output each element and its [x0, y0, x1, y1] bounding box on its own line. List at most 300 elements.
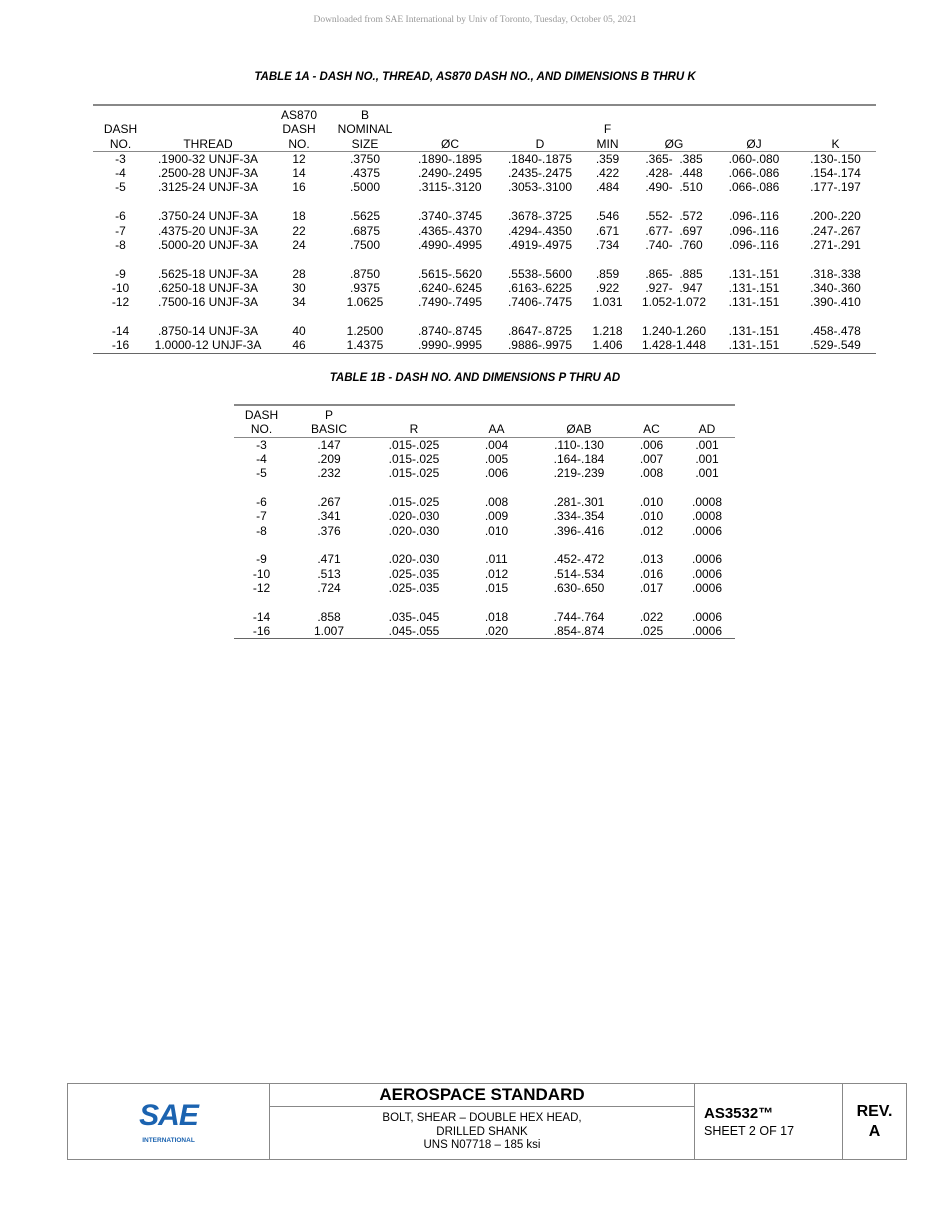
table-row: [93, 166, 876, 180]
header-row: [234, 422, 735, 437]
table-cell: 1.0000-12 UNJF-3A: [148, 338, 268, 353]
spacer-cell: [234, 595, 289, 610]
column-header: ØG: [635, 137, 713, 152]
table-cell: 28: [292, 266, 306, 281]
group-spacer: [93, 310, 876, 325]
table-cell: .020-.030: [388, 523, 440, 538]
spacer-cell: [679, 480, 735, 495]
column-header: [679, 405, 735, 422]
spacer-cell: [268, 195, 330, 210]
column-header: ØC: [400, 137, 500, 152]
table-cell: .096-.116: [729, 209, 779, 224]
table-cell: .010: [639, 494, 664, 509]
table-cell: .390-.410: [810, 295, 861, 310]
table-cell: .3678-.3725: [507, 209, 573, 224]
table-cell: .376: [317, 523, 341, 538]
group-spacer: [234, 595, 735, 610]
table-cell: -4: [256, 451, 267, 466]
table-cell: .5000: [349, 180, 381, 195]
table-cell: .015-.025: [388, 451, 440, 466]
spacer-cell: [679, 538, 735, 553]
table-cell: -7: [256, 509, 267, 524]
spacer-cell: [624, 595, 679, 610]
table-cell: -9: [256, 552, 267, 567]
table-cell: 18: [292, 209, 306, 224]
table-cell: .734: [595, 237, 620, 252]
table-cell: .3115-.3120: [418, 180, 482, 195]
group-spacer: [93, 252, 876, 267]
table-cell: 40: [292, 324, 306, 339]
spacer-cell: [330, 310, 400, 325]
table-cell: .0006: [691, 580, 723, 595]
column-header: [713, 122, 795, 136]
column-header: NOMINAL: [337, 122, 393, 137]
table-row: [93, 281, 876, 295]
table-cell: .013: [639, 552, 664, 567]
table-cell: .5538-.5600: [507, 266, 573, 281]
table-cell: .4375-20 UNJF-3A: [157, 223, 259, 238]
table-cell: .015-.025: [388, 437, 440, 452]
spacer-cell: [500, 195, 580, 210]
title-block: [67, 1083, 907, 1160]
table-cell: .0006: [691, 566, 723, 581]
table-cell: .0008: [691, 509, 723, 524]
table-row: [93, 267, 876, 281]
column-header: [534, 405, 624, 422]
column-header: NO.: [93, 137, 148, 152]
table-cell: .552- .572: [645, 209, 703, 224]
table-row: [234, 495, 735, 509]
spacer-cell: [289, 595, 369, 610]
table-cell: .012: [484, 566, 509, 581]
table-cell: .4294-.4350: [507, 223, 573, 238]
standard-heading: AEROSPACE STANDARD: [270, 1084, 694, 1107]
spacer-cell: [635, 252, 713, 267]
table-cell: .131-.151: [713, 338, 795, 353]
table-cell: -14: [111, 324, 130, 339]
table-cell: .001: [695, 451, 719, 466]
table-cell: .020-.030: [388, 552, 440, 567]
table-row: [93, 224, 876, 238]
table-cell: .007: [639, 451, 664, 466]
column-header: [635, 105, 713, 122]
sae-logo-mark: SAE: [139, 1099, 198, 1132]
column-header: AA: [459, 422, 534, 437]
spacer-cell: [500, 252, 580, 267]
table-cell: .428- .448: [645, 166, 703, 181]
table-cell: .011: [485, 552, 508, 567]
table-cell: .0006: [691, 609, 723, 624]
table-row: [93, 295, 876, 309]
table-cell: 34: [292, 295, 306, 310]
table-row: [93, 209, 876, 223]
header-row: [93, 137, 876, 152]
table-cell: .7490-.7495: [417, 295, 483, 310]
spacer-cell: [93, 195, 148, 210]
spacer-cell: [534, 538, 624, 553]
table-cell: .422: [595, 166, 620, 181]
column-header: [635, 122, 713, 136]
table-cell: .267: [317, 494, 341, 509]
table-cell: .2490-.2495: [417, 166, 483, 181]
table-cell: .8740-.8745: [417, 324, 483, 339]
table-cell: .066-.086: [728, 166, 780, 181]
spacer-cell: [534, 480, 624, 495]
table-cell: .025-.035: [388, 566, 440, 581]
group-spacer: [93, 195, 876, 210]
table-cell: .096-.116: [729, 237, 779, 252]
document-number: AS3532™: [704, 1104, 774, 1122]
table-cell: 22: [292, 223, 306, 238]
table-1a: [93, 104, 876, 354]
table-cell: .006: [639, 437, 664, 452]
column-header: BASIC: [289, 422, 369, 437]
column-header: DASH: [234, 405, 289, 422]
table-cell: .1900-32 UNJF-3A: [157, 151, 259, 166]
table-cell: .009: [484, 509, 509, 524]
group-spacer: [234, 538, 735, 553]
table-cell: .671: [595, 223, 620, 238]
table-cell: .340-.360: [810, 280, 861, 295]
table-cell: .529-.549: [795, 338, 876, 353]
table-cell: .396-.416: [553, 523, 605, 538]
column-header: D: [500, 137, 580, 152]
column-header: [795, 122, 876, 136]
table-cell: .096-.116: [729, 223, 779, 238]
table-row: [93, 180, 876, 194]
spacer-cell: [459, 538, 534, 553]
column-header: [369, 405, 459, 422]
group-spacer: [234, 480, 735, 495]
column-header: K: [795, 137, 876, 152]
table-cell: -12: [252, 580, 271, 595]
table-cell: .177-.197: [810, 180, 861, 195]
column-header: SIZE: [330, 137, 400, 152]
table-cell: .4919-.4975: [507, 237, 573, 252]
column-header: [400, 122, 500, 136]
spacer-cell: [369, 538, 459, 553]
table-cell: -12: [111, 295, 130, 310]
table-cell: .3053-.3100: [507, 180, 573, 195]
table-cell: .6250-18 UNJF-3A: [157, 280, 259, 295]
table-row: [93, 338, 876, 353]
spacer-cell: [459, 595, 534, 610]
table-cell: .1840-.1875: [507, 151, 573, 166]
spacer-cell: [148, 195, 268, 210]
table-cell: 30: [292, 280, 306, 295]
column-header: [500, 122, 580, 136]
table-cell: .744-.764: [553, 609, 605, 624]
table-cell: -16: [93, 338, 148, 353]
table-cell: .131-.151: [728, 266, 780, 281]
table-cell: .724: [317, 580, 341, 595]
table-cell: .740- .760: [645, 237, 703, 252]
spacer-cell: [624, 480, 679, 495]
table-cell: .005: [484, 451, 509, 466]
table-cell: .035-.045: [388, 609, 440, 624]
table-cell: .546: [595, 209, 620, 224]
table-cell: .0006: [679, 624, 735, 639]
header-row: [93, 122, 876, 136]
table-cell: 1.406: [580, 338, 635, 353]
table-cell: .341: [317, 509, 341, 524]
sae-logo-subtitle: INTERNATIONAL: [142, 1137, 195, 1144]
spacer-cell: [500, 310, 580, 325]
table-cell: .154-.174: [810, 166, 861, 181]
sheet-number: SHEET 2 OF 17: [704, 1123, 795, 1138]
spacer-cell: [289, 480, 369, 495]
table-cell: .5615-.5620: [417, 266, 483, 281]
table-cell: -14: [252, 609, 271, 624]
table-cell: 1.031: [592, 295, 623, 310]
table-row: [234, 452, 735, 466]
table-cell: .865- .885: [645, 266, 703, 281]
column-header: MIN: [580, 137, 635, 152]
table-cell: .8750-14 UNJF-3A: [157, 324, 259, 339]
column-header: AD: [679, 422, 735, 437]
table-cell: -16: [234, 624, 289, 639]
spacer-cell: [635, 310, 713, 325]
table-cell: .3125-24 UNJF-3A: [157, 180, 259, 195]
table-cell: .3750: [349, 151, 381, 166]
table-cell: .015: [484, 580, 509, 595]
spacer-cell: [289, 538, 369, 553]
table-cell: .281-.301: [553, 494, 605, 509]
table-cell: .008: [639, 466, 664, 481]
table-cell: .4365-.4370: [417, 223, 483, 238]
spacer-cell: [713, 310, 795, 325]
table-cell: .200-.220: [810, 209, 861, 224]
table-cell: .008: [484, 494, 509, 509]
table-cell: -6: [115, 209, 126, 224]
table-cell: .490- .510: [645, 180, 703, 195]
table-cell: 16: [292, 180, 306, 195]
table-cell: -5: [256, 466, 267, 481]
table-cell: .858: [317, 609, 341, 624]
table-cell: .025: [624, 624, 679, 639]
table-cell: .6875: [349, 223, 381, 238]
header-row: [234, 405, 735, 422]
table-cell: .630-.650: [553, 580, 605, 595]
column-header: [713, 105, 795, 122]
description-line: DRILLED SHANK: [436, 1125, 528, 1138]
table-cell: .859: [595, 266, 620, 281]
revision-value: A: [868, 1122, 881, 1140]
column-header: NO.: [268, 137, 330, 152]
column-header: [459, 405, 534, 422]
table-1b: [234, 404, 735, 639]
spacer-cell: [679, 595, 735, 610]
table-cell: .514-.534: [553, 566, 605, 581]
table-cell: .060-.080: [728, 151, 780, 166]
table-row: [234, 581, 735, 595]
table-cell: .0006: [691, 552, 723, 567]
column-header: DASH: [103, 122, 138, 137]
table-cell: 46: [268, 338, 330, 353]
spacer-cell: [713, 252, 795, 267]
table-cell: 1.4375: [330, 338, 400, 353]
table-cell: .334-.354: [553, 509, 605, 524]
table-cell: .209: [317, 451, 341, 466]
spacer-cell: [580, 310, 635, 325]
description-line: UNS N07718 – 185 ksi: [423, 1139, 541, 1151]
spacer-cell: [93, 310, 148, 325]
spacer-cell: [369, 595, 459, 610]
spacer-cell: [400, 252, 500, 267]
table-row: [234, 524, 735, 538]
table-cell: .7500: [349, 237, 381, 252]
column-header: [500, 105, 580, 122]
table-cell: .922: [595, 280, 620, 295]
spacer-cell: [369, 480, 459, 495]
table-row: [234, 552, 735, 566]
column-header: F: [603, 122, 612, 137]
table-cell: .359: [595, 151, 620, 166]
table-cell: .318-.338: [810, 266, 861, 281]
table-cell: -7: [115, 223, 126, 238]
column-header: [580, 105, 635, 122]
table-cell: .365- .385: [645, 151, 703, 166]
table-row: [234, 567, 735, 581]
spacer-cell: [795, 252, 876, 267]
table-1a-title: TABLE 1A - DASH NO., THREAD, AS870 DASH NO., AND DIMENSIONS B THRU K: [254, 71, 696, 83]
table-cell: .7406-.7475: [507, 295, 573, 310]
table-cell: .015-.025: [388, 494, 440, 509]
table-cell: .927- .947: [645, 280, 703, 295]
table-cell: -3: [115, 151, 126, 166]
column-header: [400, 105, 500, 122]
table-row: [93, 151, 876, 166]
spacer-cell: [268, 252, 330, 267]
column-header: P: [289, 405, 369, 422]
table-cell: .0006: [691, 523, 723, 538]
table-cell: .020: [459, 624, 534, 639]
table-cell: .219-.239: [553, 466, 605, 481]
column-header: NO.: [234, 422, 289, 437]
table-cell: .8647-.8725: [507, 324, 573, 339]
header-row: [93, 105, 876, 122]
table-cell: .045-.055: [369, 624, 459, 639]
table-cell: 1.0625: [346, 295, 384, 310]
column-header: [148, 105, 268, 122]
table-cell: .131-.151: [728, 295, 780, 310]
table-cell: .2435-.2475: [507, 166, 573, 181]
table-cell: .6240-.6245: [417, 280, 483, 295]
spacer-cell: [534, 595, 624, 610]
table-cell: -5: [115, 180, 126, 195]
revision-label: REV.: [856, 1102, 893, 1120]
column-header: [624, 405, 679, 422]
spacer-cell: [795, 310, 876, 325]
table-cell: .677- .697: [645, 223, 703, 238]
table-row: [234, 437, 735, 452]
column-header: DASH: [282, 122, 316, 137]
column-header: [93, 105, 148, 122]
spacer-cell: [148, 252, 268, 267]
table-cell: .5625-18 UNJF-3A: [157, 266, 259, 281]
table-cell: .001: [695, 437, 719, 452]
table-cell: .130-.150: [810, 151, 861, 166]
spacer-cell: [624, 538, 679, 553]
table-cell: .066-.086: [728, 180, 780, 195]
table-row: [234, 466, 735, 480]
table-cell: 1.240-1.260: [641, 324, 707, 339]
table-cell: .110-.130: [554, 437, 604, 452]
table-cell: -4: [115, 166, 126, 181]
table-cell: .015-.025: [388, 466, 440, 481]
table-cell: .232: [317, 466, 341, 481]
column-header: THREAD: [148, 137, 268, 152]
column-header: AC: [624, 422, 679, 437]
table-cell: .513: [317, 566, 341, 581]
table-row: [93, 238, 876, 252]
column-header: R: [369, 422, 459, 437]
table-cell: -3: [256, 437, 267, 452]
table-cell: .131-.151: [728, 280, 780, 295]
table-cell: 1.052-1.072: [641, 295, 707, 310]
table-cell: .5625: [349, 209, 381, 224]
table-cell: .4990-.4995: [417, 237, 483, 252]
table-cell: .006: [484, 466, 509, 481]
table-cell: .6163-.6225: [507, 280, 573, 295]
download-notice: Downloaded from SAE International by Univ of Toronto, Tuesday, October 05, 2021: [313, 15, 637, 25]
table-cell: .020-.030: [388, 509, 440, 524]
table-cell: 1.007: [289, 624, 369, 639]
table-cell: .4375: [349, 166, 381, 181]
table-cell: 12: [292, 151, 306, 166]
table-cell: .022: [639, 609, 664, 624]
table-cell: 1.2500: [346, 324, 384, 339]
table-cell: -6: [256, 494, 267, 509]
table-cell: -10: [252, 566, 271, 581]
spacer-cell: [234, 480, 289, 495]
table-cell: -10: [111, 280, 130, 295]
table-cell: .458-.478: [810, 324, 861, 339]
spacer-cell: [148, 310, 268, 325]
spacer-cell: [400, 310, 500, 325]
table-cell: .004: [484, 437, 509, 452]
table-cell: .8750: [349, 266, 381, 281]
table-cell: 14: [292, 166, 306, 181]
table-cell: .025-.035: [388, 580, 440, 595]
spacer-cell: [580, 252, 635, 267]
sae-logo: [68, 1084, 270, 1159]
spacer-cell: [713, 195, 795, 210]
spacer-cell: [400, 195, 500, 210]
table-cell: -8: [256, 523, 267, 538]
table-cell: -8: [115, 237, 126, 252]
table-cell: .012: [639, 523, 664, 538]
table-cell: .471: [317, 552, 341, 567]
table-cell: .452-.472: [553, 552, 605, 567]
table-cell: .484: [595, 180, 620, 195]
table-cell: .854-.874: [534, 624, 624, 639]
table-cell: 24: [292, 237, 306, 252]
table-cell: .3740-.3745: [417, 209, 483, 224]
table-cell: .9886-.9975: [500, 338, 580, 353]
table-cell: .147: [317, 437, 341, 452]
table-cell: .001: [695, 466, 719, 481]
table-cell: .010: [484, 523, 509, 538]
table-cell: .017: [639, 580, 664, 595]
spacer-cell: [234, 538, 289, 553]
table-row: [93, 324, 876, 338]
table-cell: .9375: [349, 280, 381, 295]
spacer-cell: [580, 195, 635, 210]
table-cell: .164-.184: [553, 451, 605, 466]
column-header: ØJ: [713, 137, 795, 152]
table-cell: -9: [115, 266, 126, 281]
